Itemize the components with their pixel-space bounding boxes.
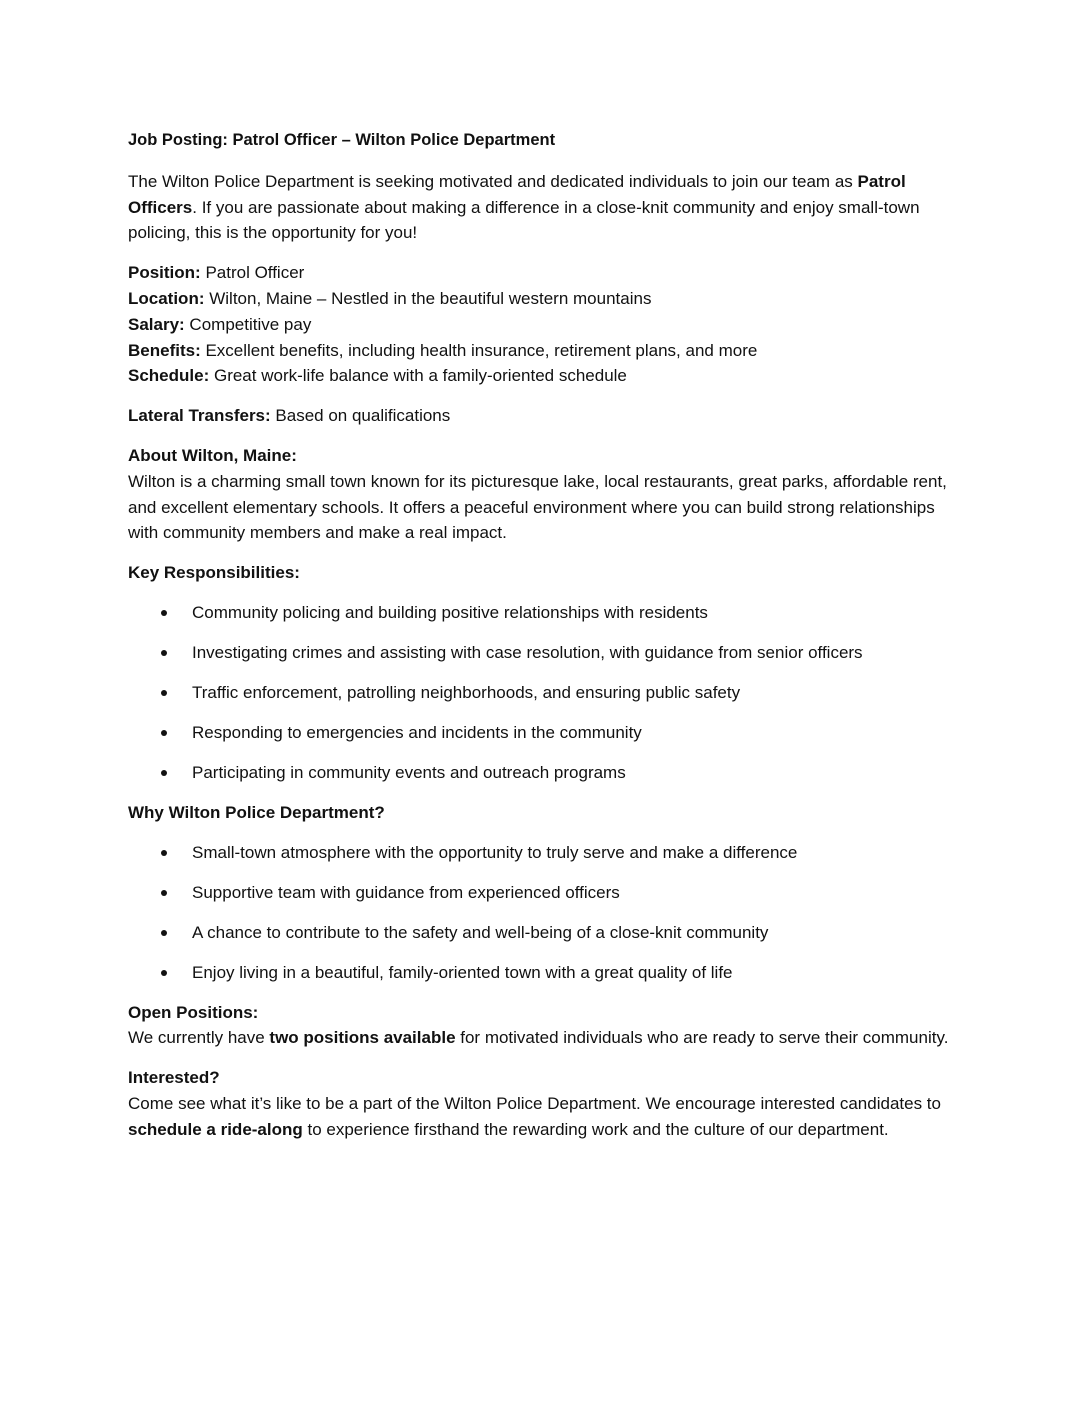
bullet-icon bbox=[161, 970, 167, 976]
interested-text bbox=[128, 1091, 968, 1143]
list-item bbox=[128, 760, 968, 786]
open-positions-heading: Open Positions: bbox=[128, 1002, 259, 1022]
detail-label: Schedule: bbox=[128, 366, 210, 386]
interested-section bbox=[128, 1065, 968, 1142]
intro-text-end: . If you are passionate about making a difference in a close-knit community and enjoy small-town policing, this is the opportunity for you! bbox=[128, 197, 920, 243]
open-positions-bold: two positions available bbox=[269, 1028, 456, 1048]
list-item bbox=[128, 920, 968, 946]
intro-text-start: The Wilton Police Department is seeking motivated and dedicated individuals to join our team as bbox=[128, 171, 858, 191]
lateral-transfers bbox=[128, 403, 968, 429]
detail-label: Salary: bbox=[128, 314, 185, 334]
detail-label: Location: bbox=[128, 288, 205, 308]
bullet-icon bbox=[161, 690, 167, 696]
detail-value: Wilton, Maine – Nestled in the beautiful western mountains bbox=[204, 288, 652, 308]
open-positions-text bbox=[128, 1025, 968, 1051]
responsibilities-list bbox=[128, 600, 968, 786]
detail-benefits bbox=[128, 338, 968, 364]
detail-position bbox=[128, 260, 968, 286]
detail-value: Patrol Officer bbox=[200, 263, 305, 283]
detail-location bbox=[128, 286, 968, 312]
detail-salary bbox=[128, 312, 968, 338]
list-item bbox=[128, 600, 968, 626]
interested-heading: Interested? bbox=[128, 1068, 220, 1088]
list-item-text: Community policing and building positive relationships with residents bbox=[192, 602, 708, 622]
interested-text-end: to experience firsthand the rewarding work and the culture of our department. bbox=[302, 1119, 889, 1139]
about-text: Wilton is a charming small town known for its picturesque lake, local restaurants, great parks, affordable rent, and excellent elementary schools. It offers a peaceful environment where you can build strong relationships with community members and make a real impact. bbox=[128, 471, 947, 543]
intro-paragraph bbox=[128, 169, 968, 246]
list-item bbox=[128, 640, 968, 666]
list-item-text: A chance to contribute to the safety and well-being of a close-knit community bbox=[192, 922, 769, 942]
open-positions-text-end: for motivated individuals who are ready to serve their community. bbox=[455, 1028, 949, 1048]
interested-bold: schedule a ride-along bbox=[128, 1119, 303, 1139]
detail-value: Competitive pay bbox=[184, 314, 312, 334]
detail-schedule bbox=[128, 363, 968, 389]
responsibilities-heading: Key Responsibilities: bbox=[128, 563, 300, 583]
detail-value: Great work-life balance with a family-oriented schedule bbox=[209, 366, 627, 386]
list-item-text: Responding to emergencies and incidents in the community bbox=[192, 722, 642, 742]
bullet-icon bbox=[161, 610, 167, 616]
open-positions-text-start: We currently have bbox=[128, 1028, 270, 1048]
list-item-text: Supportive team with guidance from experienced officers bbox=[192, 882, 620, 902]
list-item-text: Enjoy living in a beautiful, family-oriented town with a great quality of life bbox=[192, 962, 733, 982]
open-positions-section bbox=[128, 1000, 968, 1052]
list-item-text: Traffic enforcement, patrolling neighborhoods, and ensuring public safety bbox=[192, 682, 741, 702]
list-item-text: Participating in community events and outreach programs bbox=[192, 762, 626, 782]
bullet-icon bbox=[161, 930, 167, 936]
detail-value: Excellent benefits, including health insurance, retirement plans, and more bbox=[200, 340, 758, 360]
document-body bbox=[128, 128, 968, 1157]
list-item bbox=[128, 680, 968, 706]
bullet-icon bbox=[161, 890, 167, 896]
why-heading: Why Wilton Police Department? bbox=[128, 802, 385, 822]
page-title: Job Posting: Patrol Officer – Wilton Police Department bbox=[128, 131, 556, 149]
bullet-icon bbox=[161, 650, 167, 656]
list-item bbox=[128, 880, 968, 906]
list-item bbox=[128, 840, 968, 866]
lateral-label: Lateral Transfers: bbox=[128, 406, 271, 426]
intro-bold-role: Patrol Officers bbox=[128, 171, 906, 217]
bullet-icon bbox=[161, 850, 167, 856]
detail-label: Benefits: bbox=[128, 340, 201, 360]
list-item-text: Investigating crimes and assisting with case resolution, with guidance from senior officers bbox=[192, 642, 863, 662]
job-details bbox=[128, 260, 968, 389]
interested-text-start: Come see what it’s like to be a part of the Wilton Police Department. We encourage interested candidates to bbox=[128, 1094, 941, 1113]
about-heading: About Wilton, Maine: bbox=[128, 445, 297, 465]
bullet-icon bbox=[161, 770, 167, 776]
list-item-text: Small-town atmosphere with the opportunity to truly serve and make a difference bbox=[192, 842, 798, 862]
why-list bbox=[128, 840, 968, 986]
detail-label: Position: bbox=[128, 263, 201, 283]
bullet-icon bbox=[161, 730, 167, 736]
lateral-value: Based on qualifications bbox=[270, 406, 451, 426]
list-item bbox=[128, 720, 968, 746]
about-section bbox=[128, 443, 968, 546]
list-item bbox=[128, 960, 968, 986]
